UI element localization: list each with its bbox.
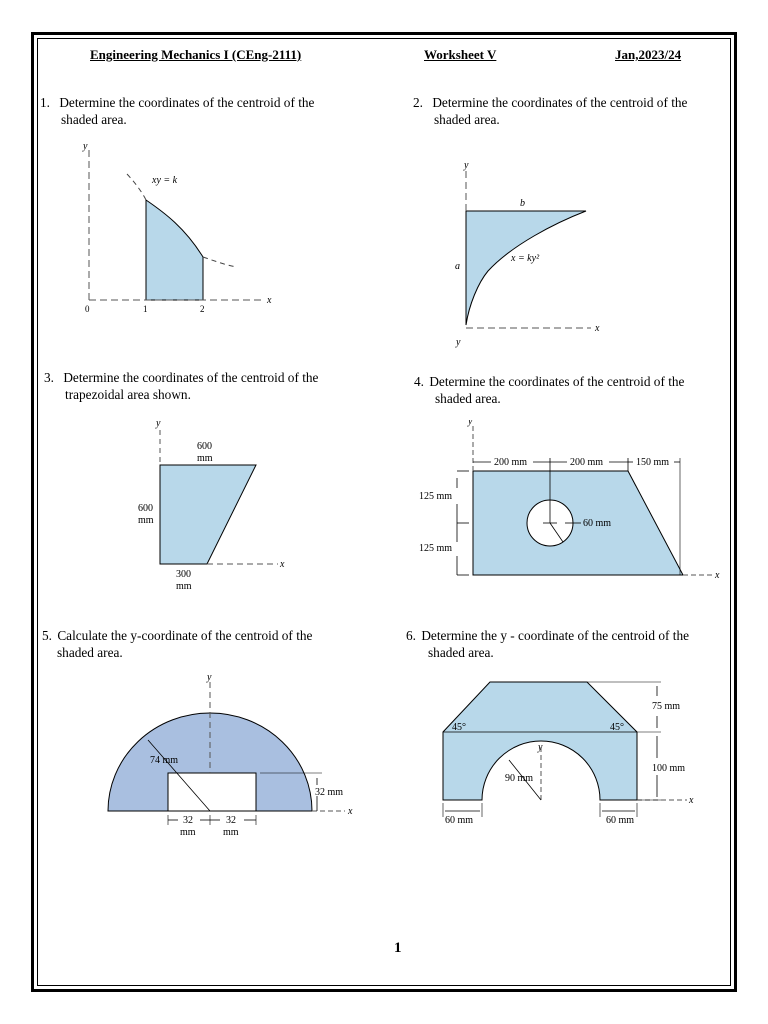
question-number: 6.: [406, 628, 416, 643]
curve-label: xy = k: [152, 175, 178, 186]
y-axis-label: y: [468, 420, 473, 427]
x-axis-label: x: [280, 559, 285, 570]
question-number: 5.: [42, 628, 52, 643]
width-right-label: 60 mm: [606, 815, 635, 826]
question-text-line1: Calculate the y-coordinate of the centroid of the: [57, 628, 313, 643]
question-text-line2: shaded area.: [428, 645, 494, 660]
radius-label: 60 mm: [583, 518, 612, 529]
dimension-125-bottom: 125 mm: [419, 543, 453, 554]
question-3: [44, 369, 318, 403]
y-axis-label: y: [464, 160, 469, 171]
question-text-line2: shaded area.: [435, 391, 501, 406]
course-title: Engineering Mechanics I (CEng-2111): [90, 47, 302, 62]
origin-label: 0: [85, 304, 90, 314]
question-number: 4.: [414, 374, 424, 389]
figure-4: [415, 420, 725, 590]
question-text-line2: trapezoidal area shown.: [65, 387, 191, 402]
question-1: [40, 94, 314, 128]
rectangular-cutout: [168, 773, 256, 811]
question-2: [413, 94, 687, 128]
height-label: 32 mm: [315, 787, 344, 798]
radius-label: 74 mm: [150, 755, 179, 766]
x-axis-label: x: [348, 806, 353, 817]
curve-label: x = ky²: [511, 253, 540, 264]
width-right-value: 32: [226, 815, 236, 826]
question-text-line1: Determine the y - coordinate of the centroid of the: [421, 628, 689, 643]
tick-2-label: 2: [200, 304, 205, 314]
angle-left-label: 45°: [452, 722, 466, 733]
height-100-label: 100 mm: [652, 763, 686, 774]
width-left-unit: mm: [180, 827, 196, 838]
question-number: 3.: [44, 370, 54, 385]
left-dimension-unit: mm: [138, 515, 154, 526]
y-axis-label-bottom: y: [456, 337, 461, 348]
bottom-dimension-value: 300: [176, 569, 191, 580]
question-number: 1.: [40, 95, 50, 110]
y-axis-label: y: [207, 672, 212, 683]
tick-1-label: 1: [143, 304, 148, 314]
question-text-line1: Determine the coordinates of the centroid of the: [432, 95, 688, 110]
x-axis-label: x: [715, 570, 720, 581]
question-text-line2: shaded area.: [57, 645, 123, 660]
x-axis-label: x: [689, 795, 694, 806]
angle-right-label: 45°: [610, 722, 624, 733]
trapezoid: [160, 465, 256, 564]
top-dimension-unit: mm: [197, 453, 213, 464]
date-label: Jan,2023/24: [615, 47, 682, 62]
dimension-a: a: [455, 261, 460, 272]
figure-1: [70, 140, 290, 320]
dimension-150: 150 mm: [636, 457, 670, 468]
x-axis-label: x: [595, 323, 600, 334]
figure-2: [440, 155, 620, 350]
dimension-200-right: 200 mm: [570, 457, 604, 468]
question-text-line1: Determine the coordinates of the centroid of the: [59, 95, 315, 110]
y-axis-label: y: [538, 742, 543, 753]
figure-5: [100, 670, 370, 850]
x-axis-label: x: [267, 295, 272, 306]
shaded-area: [466, 211, 586, 325]
shaded-area: [146, 200, 203, 300]
question-number: 2.: [413, 95, 423, 110]
width-left-label: 60 mm: [445, 815, 474, 826]
question-text-line2: shaded area.: [61, 112, 127, 127]
width-right-unit: mm: [223, 827, 239, 838]
page-number: 1: [394, 940, 402, 956]
radius-label: 90 mm: [505, 773, 534, 784]
y-axis-label: y: [156, 418, 161, 429]
question-text-line2: shaded area.: [434, 112, 500, 127]
shaded-area: [443, 682, 637, 800]
left-dimension-value: 600: [138, 503, 153, 514]
question-6: [406, 627, 689, 661]
dimension-200-left: 200 mm: [494, 457, 528, 468]
height-75-label: 75 mm: [652, 701, 681, 712]
figure-6: [435, 672, 705, 832]
worksheet-title: Worksheet V: [424, 47, 497, 62]
width-left-value: 32: [183, 815, 193, 826]
question-4: [414, 373, 684, 407]
top-dimension-value: 600: [197, 441, 212, 452]
question-5: [42, 627, 312, 661]
question-text-line1: Determine the coordinates of the centroid of the: [429, 374, 685, 389]
question-text-line1: Determine the coordinates of the centroid of the: [63, 370, 319, 385]
dimension-b: b: [520, 198, 525, 209]
y-axis-label: y: [83, 141, 88, 152]
bottom-dimension-unit: mm: [176, 581, 192, 592]
dimension-125-top: 125 mm: [419, 491, 453, 502]
figure-3: [130, 415, 300, 595]
